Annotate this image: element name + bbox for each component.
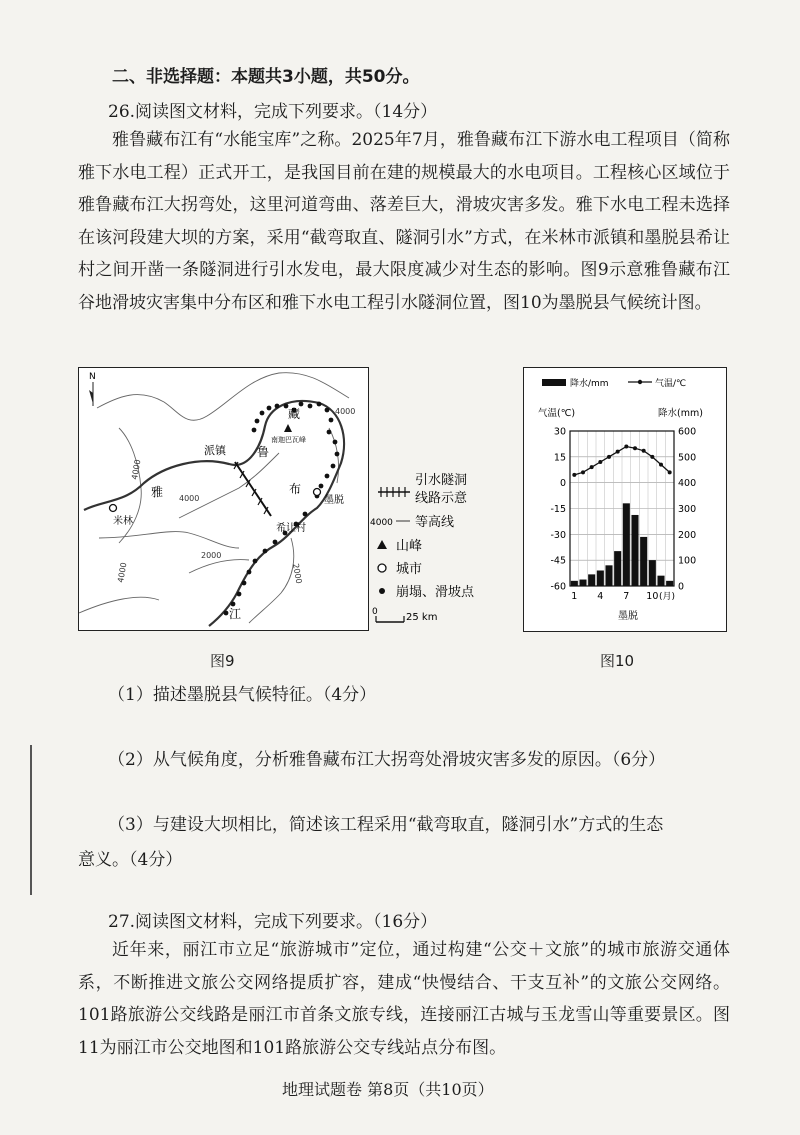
precip-bar (588, 574, 595, 586)
svg-text:4000: 4000 (335, 407, 356, 416)
temp-point (590, 465, 594, 469)
month-tick-label: 1 (571, 591, 578, 602)
q26-sub2: （2）从气候角度，分析雅鲁藏布江大拐弯处滑坡灾害多发的原因。（6分） (108, 750, 666, 770)
left-axis-label: 气温(℃) (538, 408, 576, 419)
temp-tick-label: -45 (550, 555, 566, 567)
temp-tick-label: 30 (553, 426, 566, 438)
q26-material: 雅鲁藏布江有“水能宝库”之称。2025年7月，雅鲁藏布江下游水电工程项目（简称雅下水电工程）正式开工，是我国目前在建的规模最大的水电项目。工程核心区域位于雅鲁藏布江大拐弯处，这里河道弯曲、落差巨大，滑坡灾害多发。雅下水电工程未选择在该河段建大坝的方案，采用“截弯取直、隧洞引水”方式，在米林市派镇和墨脱县希让村之间开凿一条隧洞进行引水发电，最大限度减少对生态的影响。图9示意雅鲁藏布江谷地滑坡灾害集中分布区和雅下水电工程引水隧洞位置，图10为墨脱县气候统计图。 (78, 130, 730, 313)
figure-9-map (78, 367, 369, 631)
city-motuo (314, 489, 321, 496)
precip-bar (631, 515, 638, 586)
legend-tunnel-line1: 引水隧洞 (415, 473, 468, 488)
legend-landslide-symbol (379, 588, 385, 594)
q26-sub3-line2: 意义。（4分） (78, 850, 183, 870)
legend-tunnel-symbol (378, 487, 410, 497)
legend-precip-swatch (542, 379, 566, 386)
svg-text:2000: 2000 (201, 551, 222, 560)
climate-chart-canvas (524, 368, 726, 631)
river-char-4: 布 (289, 482, 302, 496)
legend-city-symbol (378, 564, 386, 572)
legend-tunnel-line2: 线路示意 (415, 491, 468, 506)
temp-point (650, 455, 654, 459)
figure-9-legend (370, 460, 520, 630)
label-milin: 米林 (113, 516, 133, 527)
precip-tick-label: 400 (678, 478, 697, 490)
legend-contour-label: 等高线 (415, 515, 455, 530)
precip-bar (614, 551, 621, 586)
map-canvas (79, 368, 368, 630)
precip-bar (605, 565, 612, 586)
legend-precip-label: 降水/mm (570, 379, 609, 389)
temp-tick-label: 15 (553, 452, 566, 464)
q27-title: 27.阅读图文材料，完成下列要求。（16分） (108, 912, 438, 932)
precip-bar (640, 537, 647, 586)
precip-bar (657, 576, 664, 586)
north-arrow (89, 372, 96, 406)
temp-point (624, 445, 628, 449)
figure-10-caption: 图10 (600, 652, 635, 670)
city-milin (110, 505, 117, 512)
svg-text:2000: 2000 (291, 562, 304, 585)
temp-point (659, 463, 663, 467)
legend-landslide-label: 崩塌、滑坡点 (396, 585, 475, 600)
peak-marker (284, 424, 292, 432)
precip-tick-label: 300 (678, 504, 697, 515)
legend-temp-label: 气温/℃ (655, 379, 687, 389)
margin-rule (30, 745, 32, 895)
month-tick-label: 7 (623, 591, 630, 602)
figure-10-chart (523, 367, 727, 632)
temp-point (616, 450, 620, 454)
temp-tick-label: -15 (550, 504, 566, 515)
precip-bar (579, 580, 586, 586)
precip-bar (649, 560, 656, 586)
precip-tick-label: 100 (678, 555, 697, 567)
precip-tick-label: 0 (678, 581, 685, 593)
river-char-3: 藏 (288, 407, 301, 421)
temp-tick-label: -30 (550, 529, 566, 541)
page-footer: 地理试题卷 第8页（共10页） (282, 1080, 494, 1099)
legend-city-label: 城市 (396, 562, 423, 577)
svg-text:4000: 4000 (130, 458, 143, 481)
svg-text:N: N (89, 372, 96, 382)
section-title: 二、非选择题：本题共3小题，共50分。 (112, 67, 420, 87)
temp-point (572, 473, 576, 477)
month-tick-label: 10 (646, 591, 659, 602)
station-label: 墨脱 (618, 611, 638, 622)
svg-text:4000: 4000 (116, 561, 129, 584)
temp-tick-label: 0 (559, 478, 566, 490)
river-char-2: 鲁 (257, 445, 270, 459)
right-axis-label: 降水(mm) (658, 408, 703, 419)
river-char-1: 雅 (151, 485, 164, 499)
temp-point (607, 455, 611, 459)
label-xirang: 希让村 (276, 523, 306, 534)
tunnel-line (234, 462, 271, 516)
temp-point (633, 446, 637, 450)
q26-title: 26.阅读图文材料，完成下列要求。（14分） (108, 102, 438, 122)
scale-label: 25 km (406, 612, 438, 623)
figure-9-caption: 图9 (210, 652, 235, 670)
label-paizhen: 派镇 (204, 444, 226, 457)
precip-tick-label: 600 (678, 426, 697, 438)
svg-text:4000: 4000 (179, 494, 200, 503)
legend-peak-symbol (377, 540, 387, 549)
precip-bar (571, 581, 578, 586)
legend-contour-sample: 4000 (370, 518, 393, 528)
temp-point (581, 470, 585, 474)
precip-tick-label: 200 (678, 529, 697, 541)
temp-point (598, 460, 602, 464)
scale-bar (376, 616, 404, 622)
river-char-5: 江 (229, 607, 242, 621)
precip-bar (666, 581, 673, 586)
month-unit-label: (月) (659, 592, 676, 602)
legend-peak-label: 山峰 (396, 539, 423, 554)
q27-material: 近年来，丽江市立足“旅游城市”定位，通过构建“公交＋文旅”的城市旅游交通体系，不断推进文旅公交网络提质扩容，建成“快慢结合、干支互补”的文旅公交网络。101路旅游公交线路是丽江市首条文旅专线，连接丽江古城与玉龙雪山等重要景区。图11为丽江市公交地图和101路旅游公交专线站点分布图。 (78, 940, 730, 1058)
temp-tick-label: -60 (550, 581, 566, 593)
precip-bar (597, 571, 604, 587)
temp-point (642, 449, 646, 453)
q26-sub1: （1）描述墨脱县气候特征。（4分） (108, 685, 377, 705)
precip-bar (623, 503, 630, 586)
month-tick-label: 4 (597, 591, 604, 602)
precip-tick-label: 500 (678, 452, 697, 464)
scale-zero: 0 (372, 607, 378, 617)
q26-sub3-line1: （3）与建设大坝相比，简述该工程采用“截弯取直，隧洞引水”方式的生态 (108, 815, 664, 835)
temp-point (668, 470, 672, 474)
label-motuo: 墨脱 (324, 495, 344, 506)
peak-label: 南迦巴瓦峰 (271, 436, 306, 444)
